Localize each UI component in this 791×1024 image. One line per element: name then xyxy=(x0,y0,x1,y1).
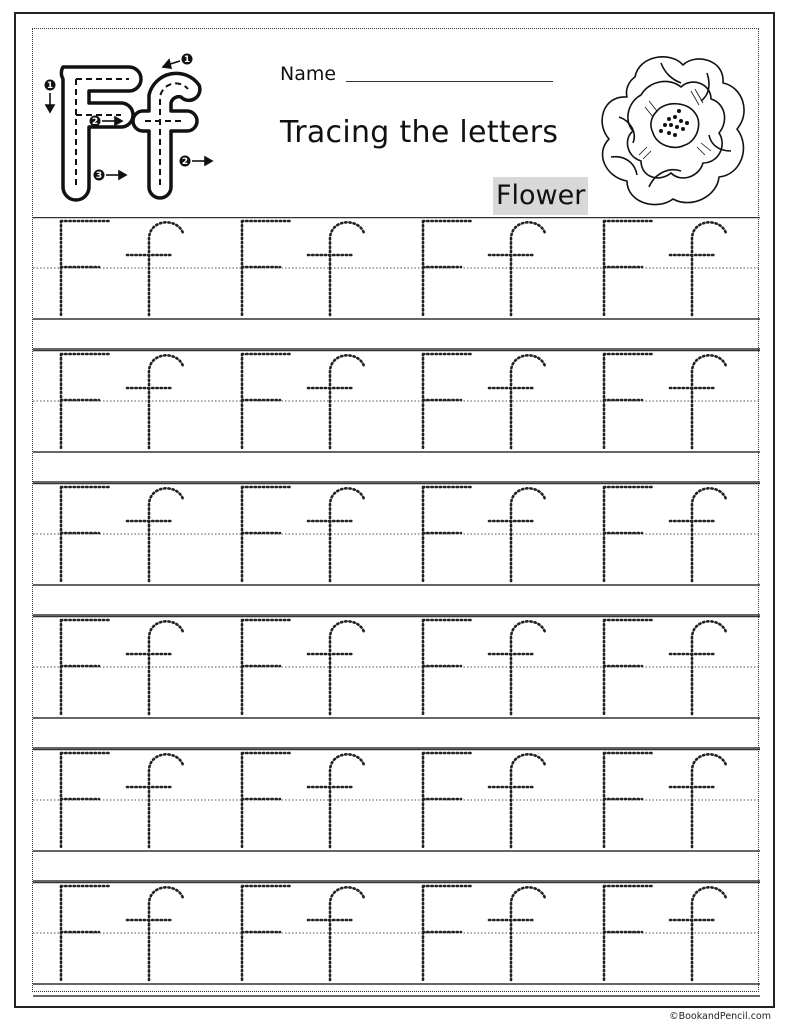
tracing-row[interactable] xyxy=(33,350,758,452)
step-3-marker: 3 xyxy=(95,171,103,181)
traceable-lowercase-f[interactable] xyxy=(127,621,183,714)
step-1b-marker: 1 xyxy=(183,55,191,65)
traceable-uppercase-f[interactable] xyxy=(242,886,292,980)
flower-icon xyxy=(591,47,755,213)
traceable-uppercase-f[interactable] xyxy=(423,886,473,980)
tracing-row-guides xyxy=(33,217,760,351)
step-2-marker: 2 xyxy=(91,117,99,127)
tracing-row-guides xyxy=(33,749,760,883)
worksheet-header xyxy=(33,29,758,217)
traceable-lowercase-f[interactable] xyxy=(489,621,545,714)
traceable-lowercase-f[interactable] xyxy=(489,355,545,448)
traceable-lowercase-f[interactable] xyxy=(670,355,726,448)
step-1-marker: 1 xyxy=(46,81,54,91)
traceable-uppercase-f[interactable] xyxy=(242,221,292,315)
letter-f-stroke-order-icon xyxy=(37,45,237,205)
copyright-footer: ©BookandPencil.com xyxy=(669,1011,771,1022)
traceable-lowercase-f[interactable] xyxy=(127,488,183,581)
tracing-row[interactable] xyxy=(33,616,758,718)
name-input-line[interactable] xyxy=(346,81,553,82)
traceable-lowercase-f[interactable] xyxy=(127,754,183,847)
tracing-row[interactable] xyxy=(33,882,758,984)
tracing-row-guides xyxy=(33,350,760,484)
traceable-lowercase-f[interactable] xyxy=(670,754,726,847)
worksheet-border xyxy=(14,12,775,1008)
step-2b-marker: 2 xyxy=(181,157,189,167)
tracing-row-guides xyxy=(33,483,760,617)
traceable-lowercase-f[interactable] xyxy=(489,488,545,581)
tracing-row[interactable] xyxy=(33,217,758,319)
traceable-lowercase-f[interactable] xyxy=(308,488,364,581)
traceable-lowercase-f[interactable] xyxy=(127,887,183,980)
traceable-lowercase-f[interactable] xyxy=(127,222,183,315)
traceable-uppercase-f[interactable] xyxy=(423,354,473,448)
traceable-lowercase-f[interactable] xyxy=(308,222,364,315)
traceable-lowercase-f[interactable] xyxy=(670,488,726,581)
traceable-lowercase-f[interactable] xyxy=(127,355,183,448)
traceable-uppercase-f[interactable] xyxy=(423,620,473,714)
traceable-uppercase-f[interactable] xyxy=(423,753,473,847)
traceable-lowercase-f[interactable] xyxy=(308,754,364,847)
traceable-uppercase-f[interactable] xyxy=(242,487,292,581)
traceable-lowercase-f[interactable] xyxy=(308,355,364,448)
worksheet-inner-frame xyxy=(32,28,759,992)
traceable-lowercase-f[interactable] xyxy=(308,887,364,980)
traceable-uppercase-f[interactable] xyxy=(423,487,473,581)
traceable-uppercase-f[interactable] xyxy=(242,620,292,714)
name-label: Name xyxy=(280,63,337,85)
traceable-uppercase-f[interactable] xyxy=(242,354,292,448)
picture-word: Flower xyxy=(493,177,588,215)
page-title: Tracing the letters xyxy=(280,115,559,150)
traceable-lowercase-f[interactable] xyxy=(670,887,726,980)
traceable-uppercase-f[interactable] xyxy=(242,753,292,847)
traceable-lowercase-f[interactable] xyxy=(670,621,726,714)
tracing-row[interactable] xyxy=(33,749,758,851)
traceable-lowercase-f[interactable] xyxy=(489,754,545,847)
traceable-lowercase-f[interactable] xyxy=(489,222,545,315)
traceable-uppercase-f[interactable] xyxy=(423,221,473,315)
tracing-row[interactable] xyxy=(33,483,758,585)
traceable-lowercase-f[interactable] xyxy=(670,222,726,315)
tracing-row-guides xyxy=(33,616,760,750)
traceable-lowercase-f[interactable] xyxy=(489,887,545,980)
tracing-row-guides xyxy=(33,882,760,1016)
traceable-lowercase-f[interactable] xyxy=(308,621,364,714)
